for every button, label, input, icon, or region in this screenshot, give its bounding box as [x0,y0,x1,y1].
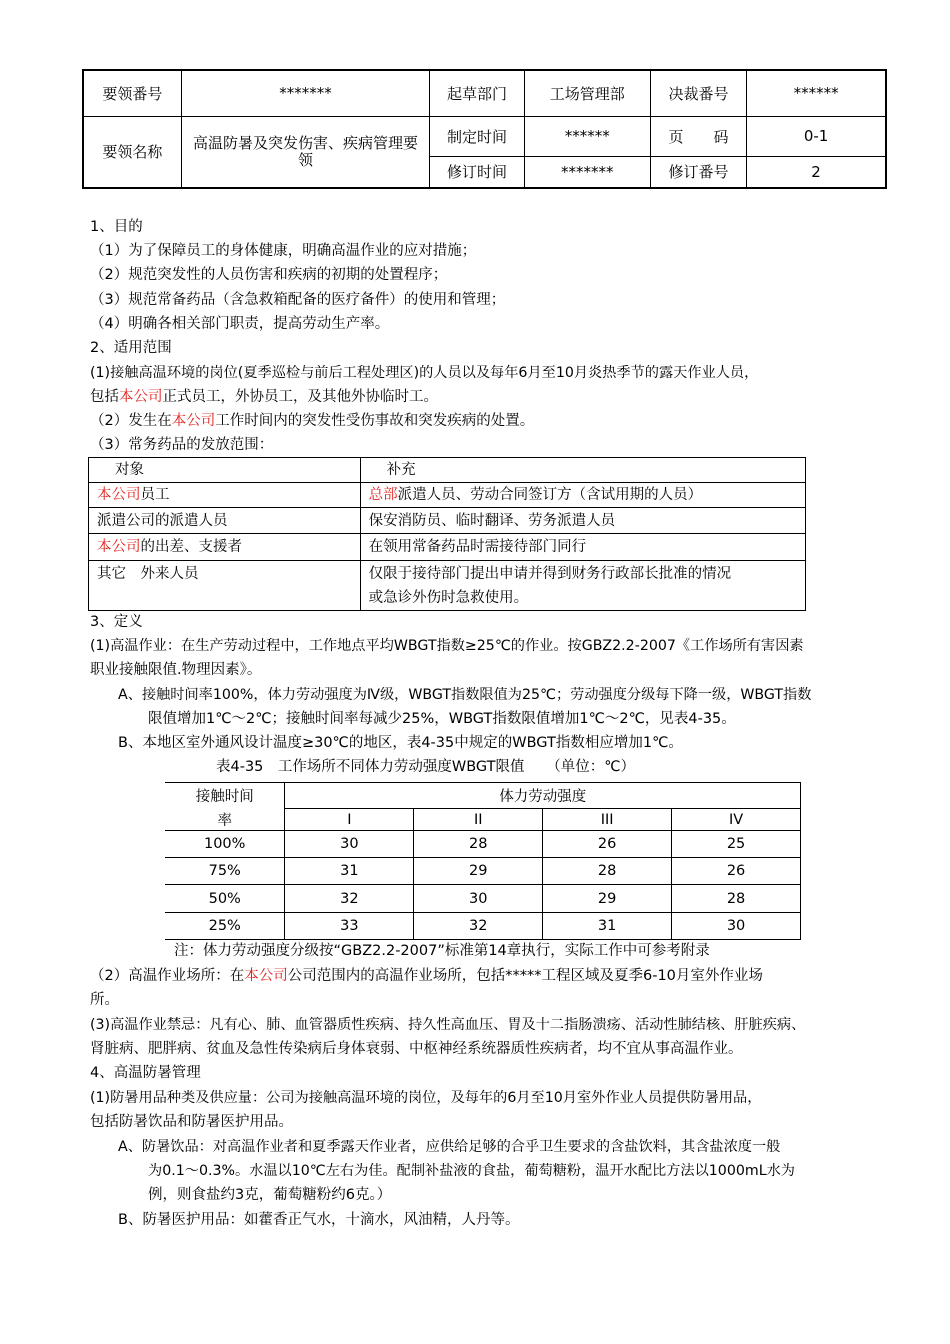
s3-b: B、本地区室外通风设计温度≥30℃的地区，表4-35中规定的WBGT指数相应增加1℃。 [118,735,683,751]
section-2-title: 2、适用范围 [90,340,172,356]
s3-p2-line2: 所。 [90,992,119,1008]
section-4-title: 4、高温防暑管理 [90,1065,201,1081]
table-row [165,885,801,913]
s2-p2: （2）发生在本公司工作时间内的突发性受伤事故和突发疾病的处置。 [90,413,535,429]
wbgt-cell: 28 [543,858,672,885]
s1-item-1: （1）为了保障员工的身体健康，明确高温作业的应对措施； [90,243,477,259]
wbgt-cell: 25 [672,831,801,858]
scope-r3c1: 本公司的出差、支援者 [89,534,361,561]
s3-p3-line1: (3)高温作业禁忌：凡有心、肺、血管器质性疾病、持久性高血压、胃及十二指肠溃疡、活动性肺结核、肝脏疾病、 [90,1017,806,1033]
label-name: 要领名称 [83,116,181,188]
s3-a-line1: A、接触时间率100%，体力劳动强度为Ⅳ级，WBGT指数限值为25℃；劳动强度分级每下降一级，WBGT指数 [118,687,812,703]
s4-p1-line2: 包括防暑饮品和防暑医护用品。 [90,1114,293,1130]
section-3-title: 3、定义 [90,614,143,630]
wbgt-cell: 30 [414,885,543,913]
wbgt-rate: 25% [165,913,285,940]
wbgt-rate: 75% [165,858,285,885]
s3-a-line2: 限值增加1℃～2℃；接触时间率每减少25%，WBGT指数限值增加1℃～2℃，见表4-35。 [148,711,736,727]
value-page: 0-1 [747,116,886,156]
s4-a-line1: A、防暑饮品：对高温作业者和夏季露天作业者，应供给足够的合乎卫生要求的含盐饮料，其含盐浓度一般 [118,1139,781,1155]
wbgt-level-4: IV [672,809,801,831]
value-code: ******* [181,70,430,116]
wbgt-cell: 26 [543,831,672,858]
scope-r1c1: 本公司员工 [89,483,361,508]
wbgt-rowhead-l1: 接触时间 [165,783,285,809]
s4-b: B、防暑医护用品：如藿香正气水，十滴水，风油精，人丹等。 [118,1212,520,1228]
s1-item-3: （3）规范常备药品（含急救箱配备的医疗备件）的使用和管理； [90,292,506,308]
wbgt-rate: 100% [165,831,285,858]
label-code: 要领番号 [83,70,181,116]
value-name: 高温防暑及突发伤害、疾病管理要领 [181,116,430,188]
scope-r4c2: 仅限于接待部门提出申请并得到财务行政部长批准的情况 或急诊外伤时急救使用。 [360,561,805,611]
document-header-table [82,69,887,189]
wbgt-cell: 29 [414,858,543,885]
table-row [165,831,801,858]
label-revno: 修订番号 [650,156,746,188]
wbgt-cell: 30 [672,913,801,940]
scope-r2c1: 派遣公司的派遣人员 [89,508,361,534]
medicine-scope-table [88,457,806,611]
wbgt-limit-table [165,782,801,940]
label-revised: 修订时间 [430,156,524,188]
wbgt-cell: 29 [543,885,672,913]
value-decision: ****** [747,70,886,116]
s3-p3-line2: 肾脏病、肥胖病、贫血及急性传染病后身体衰弱、中枢神经系统器质性疾病者，均不宜从事高温作业。 [90,1041,743,1057]
s3-p1-line2: 职业接触限值.物理因素》。 [90,662,262,678]
wbgt-rate: 50% [165,885,285,913]
table-row [165,913,801,940]
s1-item-4: （4）明确各相关部门职责，提高劳动生产率。 [90,316,390,332]
scope-col-supplement: 补充 [360,458,805,483]
wbgt-colgroup: 体力劳动强度 [285,783,801,809]
scope-col-object: 对象 [89,458,361,483]
wbgt-cell: 28 [414,831,543,858]
company-name: 本公司 [119,389,163,405]
wbgt-level-1: I [285,809,414,831]
value-dept: 工场管理部 [524,70,650,116]
value-revno: 2 [747,156,886,188]
s4-a-line2: 为0.1～0.3%。水温以10℃左右为佳。配制补盐液的食盐，葡萄糖粉，温开水配比方法以1000mL水为 [148,1163,795,1179]
s3-p2-line1: （2）高温作业场所：在本公司公司范围内的高温作业场所，包括*****工程区域及夏季6-10月室外作业场 [90,968,763,984]
wbgt-cell: 31 [285,858,414,885]
s2-p1-line1: (1)接触高温环境的岗位(夏季巡检与前后工程处理区)的人员以及每年6月至10月炎热季节的露天作业人员， [90,365,759,381]
scope-r1c2: 总部派遣人员、劳动合同签订方（含试用期的人员） [360,483,805,508]
wbgt-rowhead-l2: 率 [165,809,285,831]
company-name: 本公司 [244,968,288,984]
s3-p1-line1: (1)高温作业：在生产劳动过程中，工作地点平均WBGT指数≥25℃的作业。按GBZ2.2-2007《工作场所有害因素 [90,638,804,654]
wbgt-cell: 32 [414,913,543,940]
label-decision: 决裁番号 [650,70,746,116]
scope-r3c2: 在领用常备药品时需接待部门同行 [360,534,805,561]
s1-item-2: （2）规范突发性的人员伤害和疾病的初期的处置程序； [90,267,448,283]
wbgt-table-note: 注：体力劳动强度分级按“GBZ2.2-2007”标准第14章执行，实际工作中可参考附录 [174,943,710,959]
label-made: 制定时间 [430,116,524,156]
s4-p1-line1: (1)防暑用品种类及供应量：公司为接触高温环境的岗位，及每年的6月至10月室外作业人员提供防暑用品， [90,1090,762,1106]
s2-p3: （3）常务药品的发放范围： [90,437,274,453]
wbgt-cell: 33 [285,913,414,940]
wbgt-level-3: III [543,809,672,831]
company-name: 本公司 [171,413,216,429]
s4-a-line3: 例，则食盐约3克，葡萄糖粉约6克。） [148,1187,392,1203]
wbgt-table-caption: 表4-35 工作场所不同体力劳动强度WBGT限值 （单位：℃） [216,759,636,775]
table-row [165,858,801,885]
wbgt-cell: 28 [672,885,801,913]
scope-r4c1: 其它 外来人员 [89,561,361,611]
label-page: 页 码 [650,116,746,156]
wbgt-cell: 26 [672,858,801,885]
scope-r2c2: 保安消防员、临时翻译、劳务派遣人员 [360,508,805,534]
wbgt-cell: 32 [285,885,414,913]
s2-p1-line2: 包括本公司正式员工，外协员工，及其他外协临时工。 [90,389,438,405]
section-1-title: 1、目的 [90,219,143,235]
wbgt-cell: 30 [285,831,414,858]
label-dept: 起草部门 [430,70,524,116]
wbgt-cell: 31 [543,913,672,940]
value-revised: ******* [524,156,650,188]
wbgt-level-2: II [414,809,543,831]
value-made: ****** [524,116,650,156]
